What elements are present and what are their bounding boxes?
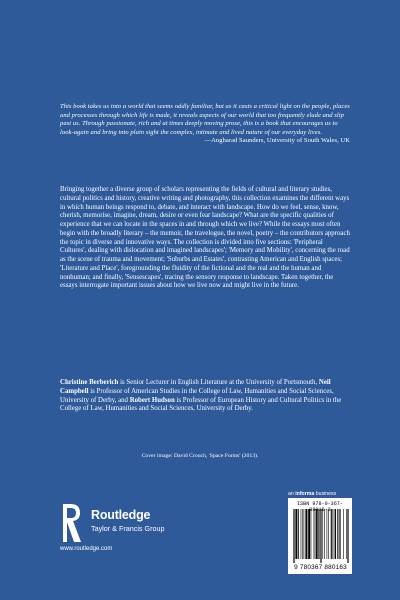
author-name: Neil Campbell <box>60 379 331 395</box>
isbn-barcode <box>288 498 352 574</box>
isbn-number: 9 780367 880163 <box>294 564 347 571</box>
quote-text: This book takes us into a world that seems oddly familiar, but as it casts a critical light on the people, places and processes through which life is made, it reveals aspects of our world that too frequently elude and slip past us. Through passionate, rich and at times deeply moving prose, this is a book that encourages us to look-again and bring into plain sight the complex, intimate and lived nature of our everyday lives. <box>60 103 350 136</box>
routledge-logo-icon <box>60 502 86 544</box>
author-bio-text: is Professor of European History and Cultural Politics in the College of Law, Humanities and Social Sciences, University of Derby. <box>60 396 342 413</box>
quote-attribution: —Angharad Saunders, University of South Wales, UK <box>204 137 350 145</box>
author-bio-text: is Senior Lecturer in English Literature at the University of Portsmouth, <box>118 379 319 386</box>
cover-image-credit: Cover image: David Crouch, 'Space Forms' (2013). <box>141 453 259 459</box>
book-description: Bringing together a diverse group of scholars representing the fields of cultural and literary studies, cultural politics and history, creative writing and photography, this collection examines the different ways in which human beings respond to, debate, and interact with landscape. How do we feel, sense, know, cherish, memorise, imagine, dream, desire or even fear landscape? What are the specific qualities of experience that we can locate in the spaces in and through which we live? While the essays most often begin with the broadly literary – the memoir, the travelogue, the novel, poetry – the contributors approach the topic in diverse and innovative ways. The collection is divided into five sections: 'Peripheral Cultures', dealing with dislocation and imagined landscapes'; 'Memory and Mobility', concerning the road as the scene of trauma and movement; 'Suburbs and Estates', contrasting American and English spaces; 'Literature and Place', foregrounding the fluidity of the fictional and the real and the human and nonhuman; and finally, 'Sensescapes', tracing the sensory response to landscape. Taken together, the essays interrogate important issues about how we live now and might live in the future. <box>60 186 350 290</box>
author-name: Robert Hudson <box>129 396 175 404</box>
informa-business-label: an informa business <box>288 491 337 497</box>
publisher-group: Taylor & Francis Group <box>91 524 165 533</box>
publisher-url: www.routledge.com <box>60 546 113 552</box>
publisher-logo <box>60 502 190 572</box>
publisher-name: Routledge <box>91 508 151 522</box>
barcode-bars <box>293 509 349 563</box>
isbn-label: ISBN 978-0-367-88016-3 <box>297 501 343 513</box>
endorsement-quote <box>60 103 350 146</box>
author-name: Christine Berberich <box>60 379 119 386</box>
author-bios <box>60 379 350 414</box>
author-bio-text: is Professor of American Studies in the College of Law, Humanities and Social Sciences, University of Derby, and <box>60 387 334 404</box>
